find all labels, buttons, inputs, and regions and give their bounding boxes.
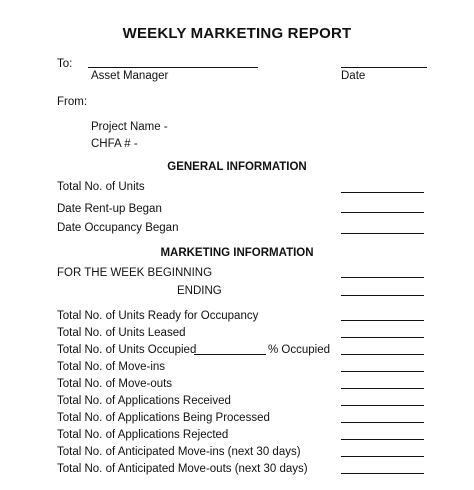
report-title: WEEKLY MARKETING REPORT [122,25,352,42]
week-beginning-label: FOR THE WEEK BEGINNING [57,267,213,279]
form-row-label: Total No. of Move-ins [57,361,166,373]
from-label: From: [57,96,88,108]
form-row-blank [341,233,424,234]
form-row-blank [341,212,424,213]
form-row-blank [341,192,424,193]
form-row-blank [341,371,424,372]
form-row-label: Total No. of Move-outs [57,378,173,390]
date-caption: Date [341,70,366,82]
to-label: To: [57,58,73,70]
form-row-blank [341,456,424,457]
form-row-label: Total No. of Units Occupied [57,344,197,356]
form-row-blank [341,388,424,389]
units-occupied-blank [194,354,266,355]
form-row-blank [341,405,424,406]
form-row-label: Total No. of Applications Rejected [57,429,229,441]
marketing-information-heading: MARKETING INFORMATION [160,247,314,259]
form-row-blank [341,354,424,355]
asset-manager-caption: Asset Manager [91,70,169,82]
form-row-label: Total No. of Units Ready for Occupancy [57,310,259,322]
ending-label: ENDING [177,285,222,297]
form-row-blank [341,422,424,423]
form-row-blank [341,473,424,474]
form-row-label: Total No. of Applications Received [57,395,231,407]
project-name-label: Project Name - [91,121,168,133]
week-beginning-blank [341,277,424,278]
to-underline [88,67,258,68]
form-row-blank [341,320,424,321]
form-row-label: Total No. of Applications Being Processed [57,412,270,424]
ending-blank [341,295,424,296]
form-row-blank [341,439,424,440]
form-row-label: Date Occupancy Began [57,222,179,234]
form-row-blank [341,337,424,338]
date-underline [341,67,427,68]
form-row-label: Total No. of Anticipated Move-outs (next 30 days) [57,463,308,475]
general-information-heading: GENERAL INFORMATION [167,161,307,173]
form-row-label: Total No. of Units [57,181,145,193]
chfa-number-label: CHFA # - [91,138,138,150]
form-row-label: Total No. of Units Leased [57,327,186,339]
percent-occupied-label: % Occupied [268,344,331,356]
form-row-label: Total No. of Anticipated Move-ins (next 30 days) [57,446,301,458]
form-row-label: Date Rent-up Began [57,203,162,215]
